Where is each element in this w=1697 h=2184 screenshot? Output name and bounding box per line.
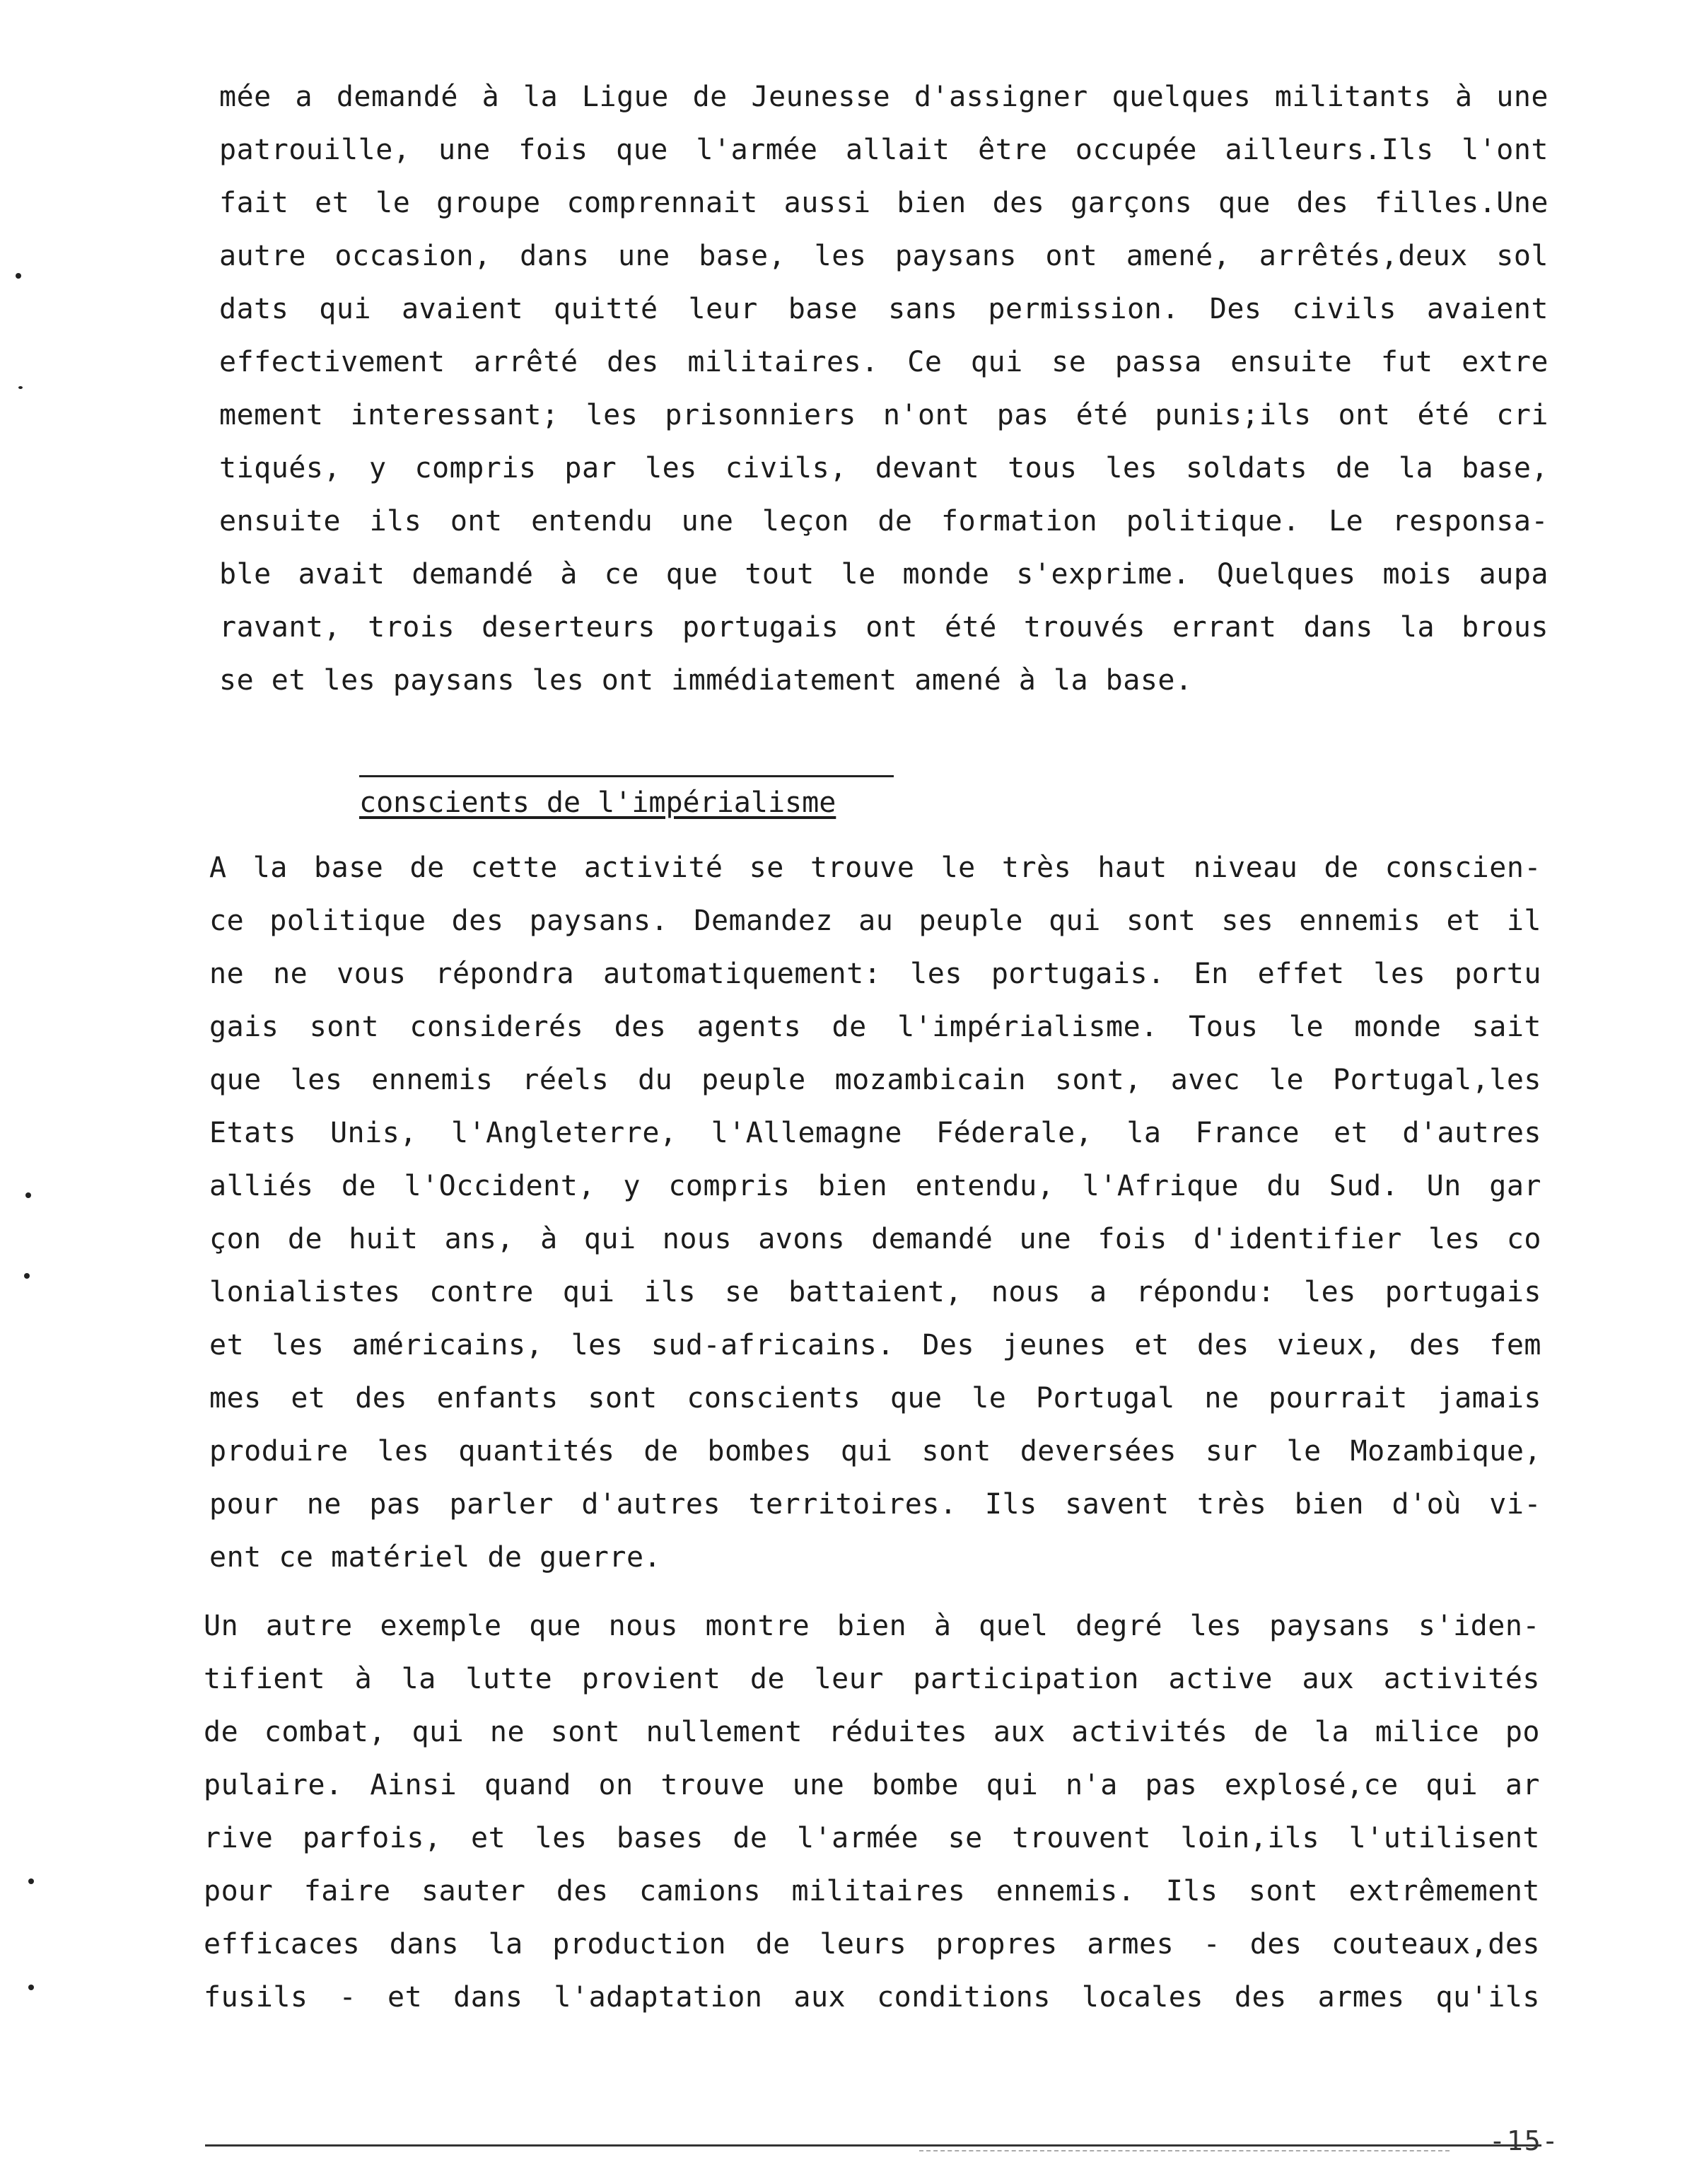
text-line: ravant, trois deserteurs portugais ont été trouvés errant dans la brous (219, 611, 1549, 644)
text-line: rive parfois, et les bases de l'armée se trouvent loin,ils l'utilisent (204, 1822, 1540, 1854)
text-line: alliés de l'Occident, y compris bien entendu, l'Afrique du Sud. Un gar (209, 1170, 1541, 1202)
text-line: produire les quantités de bombes qui sont deversées sur le Mozambique, (209, 1435, 1541, 1468)
heading-rule (359, 775, 894, 777)
text-line: fait et le groupe comprennait aussi bien des garçons que des filles.Une (219, 187, 1549, 219)
text-line: pour faire sauter des camions militaires ennemis. Ils sont extrêmement (204, 1875, 1540, 1907)
text-line: pulaire. Ainsi quand on trouve une bombe qui n'a pas explosé,ce qui ar (204, 1769, 1540, 1801)
margin-speck (25, 1192, 31, 1198)
text-line: se et les paysans les ont immédiatement amené à la base. (219, 664, 1193, 697)
text-line: gais sont considerés des agents de l'impérialisme. Tous le monde sait (209, 1011, 1541, 1043)
text-line: autre occasion, dans une base, les paysans ont amené, arrêtés,deux sol (219, 240, 1549, 272)
text-line: mée a demandé à la Ligue de Jeunesse d'assigner quelques militants à une (219, 81, 1549, 113)
text-line: mes et des enfants sont conscients que le Portugal ne pourrait jamais (209, 1382, 1541, 1415)
text-line: tiqués, y compris par les civils, devant tous les soldats de la base, (219, 452, 1549, 484)
text-line: pour ne pas parler d'autres territoires. Ils savent très bien d'où vi- (209, 1488, 1541, 1521)
paragraph-3 (204, 1600, 1540, 2024)
text-line: de combat, qui ne sont nullement réduites aux activités de la milice po (204, 1716, 1540, 1748)
margin-speck (16, 273, 21, 279)
text-line: ce politique des paysans. Demandez au peuple qui sont ses ennemis et il (209, 905, 1541, 937)
text-line: patrouille, une fois que l'armée allait être occupée ailleurs.Ils l'ont (219, 134, 1549, 166)
text-line: effectivement arrêté des militaires. Ce qui se passa ensuite fut extre (219, 346, 1549, 378)
page-number: -15- (1489, 2125, 1560, 2156)
text-line: A la base de cette activité se trouve le très haut niveau de conscien- (209, 852, 1541, 884)
text-line: lonialistes contre qui ils se battaient, nous a répondu: les portugais (209, 1276, 1541, 1308)
paragraph-2 (209, 842, 1541, 1584)
text-line: et les américains, les sud-africains. Des jeunes et des vieux, des fem (209, 1329, 1541, 1361)
section-heading (359, 775, 894, 821)
text-line: ensuite ils ont entendu une leçon de formation politique. Le responsa- (219, 505, 1549, 538)
heading-text: conscients de l'impérialisme (359, 786, 836, 819)
text-line: Un autre exemple que nous montre bien à quel degré les paysans s'iden- (204, 1610, 1540, 1642)
text-line: ne ne vous répondra automatiquement: les portugais. En effet les portu (209, 958, 1541, 990)
text-line: tifient à la lutte provient de leur participation active aux activités (204, 1663, 1540, 1695)
paragraph-1 (219, 71, 1549, 707)
text-line: ent ce matériel de guerre. (209, 1541, 662, 1574)
text-line: dats qui avaient quitté leur base sans permission. Des civils avaient (219, 293, 1549, 325)
text-line: que les ennemis réels du peuple mozambicain sont, avec le Portugal,les (209, 1064, 1541, 1096)
text-line: çon de huit ans, à qui nous avons demandé une fois d'identifier les co (209, 1223, 1541, 1255)
footer-rule-faint (919, 2150, 1450, 2151)
text-line: mement interessant; les prisonniers n'ont pas été punis;ils ont été cri (219, 399, 1549, 431)
text-line: Etats Unis, l'Angleterre, l'Allemagne Féderale, la France et d'autres (209, 1117, 1541, 1149)
text-line: fusils - et dans l'adaptation aux conditions locales des armes qu'ils (204, 1981, 1540, 2014)
margin-speck (24, 1273, 30, 1279)
margin-speck (28, 1878, 34, 1884)
margin-speck (28, 1985, 34, 1990)
text-line: ble avait demandé à ce que tout le monde s'exprime. Quelques mois aupa (219, 558, 1549, 591)
margin-speck (18, 386, 23, 389)
footer-rule (205, 2144, 1541, 2147)
text-line: efficaces dans la production de leurs propres armes - des couteaux,des (204, 1928, 1540, 1961)
